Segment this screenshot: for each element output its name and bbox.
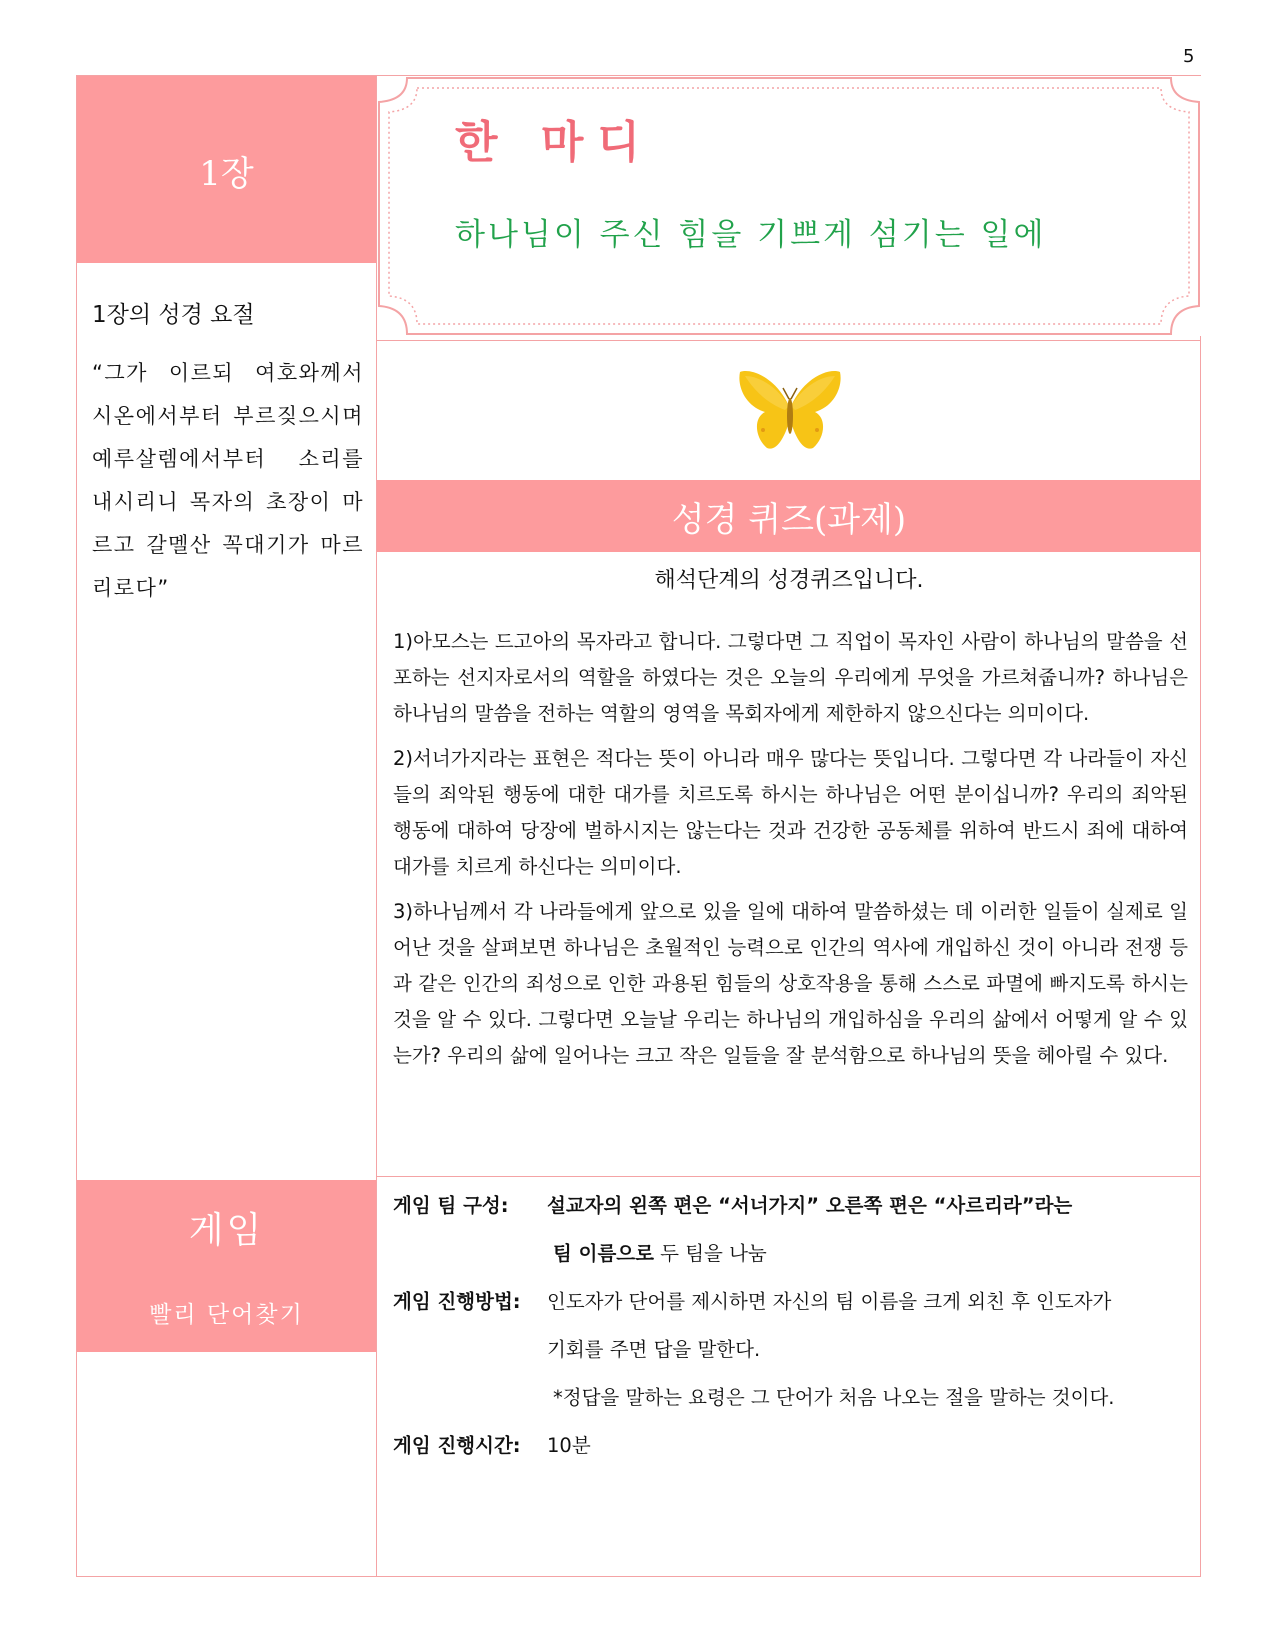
butterfly-icon — [735, 366, 845, 456]
quiz-intro: 해석단계의 성경퀴즈입니다. — [654, 568, 924, 593]
quiz-item-2: 2)서너가지라는 표현은 적다는 뜻이 아니라 매우 많다는 뜻입니다. 그렇다면 각 나라들이 자신들의 죄악된 행동에 대한 대가를 치르도록 하시는 하나님은 어떤 분이십니까? 우리의 죄악된 행동에 대하여 당장에 벌하시지는 않는다는 것과 건강한 공동체를 위하여 반드시 죄에 대하여 대가를 치르게 하신다는 의미이다. — [393, 747, 1188, 878]
method-text: 인도자가 단어를 제시하면 자신의 팀 이름을 크게 외친 후 인도자가 — [547, 1290, 1112, 1313]
quiz-banner — [377, 480, 1201, 552]
chapter-header-box — [77, 76, 376, 263]
time-text: 10분 — [547, 1434, 591, 1457]
divider-line — [377, 1176, 1201, 1177]
quiz-item-3: 3)하나님께서 각 나라들에게 앞으로 있을 일에 대하여 말씀하셨는 데 이러한 일들이 실제로 일어난 것을 살펴보면 하나님은 초월적인 능력으로 인간의 역사에 개입하신 것이 아니라 전쟁 등과 같은 인간의 죄성으로 인한 과용된 힘들의 상호작용을 통해 스스로 파멸에 빠지도록 하시는 것을 알 수 있다. 그렇다면 오늘날 우리는 하나님의 개입하심을 우리의 삶에서 어떻게 알 수 있는가? 우리의 삶에 일어나는 크고 작은 일들을 잘 분석함으로 하나님의 뜻을 헤아릴 수 있다. — [393, 900, 1188, 1067]
team-row — [393, 1190, 1073, 1218]
verse-text: “그가 이르되 여호와께서 시온에서부터 부르짖으시며 예루살렘에서부터 소리를 내시리니 목자의 초장이 마르고 갈멜산 꼭대기가 마르리로다” — [92, 361, 364, 600]
chapter-title: 1장 — [199, 154, 254, 194]
method-label: 게임 진행방법: — [393, 1290, 521, 1313]
time-label: 게임 진행시간: — [393, 1434, 521, 1457]
quiz-title: 성경 퀴즈(과제) — [671, 500, 907, 540]
game-title: 게임 — [188, 1210, 265, 1251]
page-number: 5 — [1183, 46, 1195, 67]
header-title: 한 마디 — [455, 117, 654, 168]
header-box — [377, 76, 1201, 336]
method-row — [393, 1286, 1112, 1314]
team-label: 게임 팀 구성: — [393, 1194, 509, 1217]
quiz-questions — [393, 624, 1188, 1083]
game-subtitle: 빨리 단어찾기 — [149, 1302, 304, 1328]
divider-line — [377, 340, 1201, 341]
game-header-box — [77, 1180, 376, 1352]
header-subtitle: 하나님이 주신 힘을 기쁘게 섬기는 일에 — [455, 217, 1047, 253]
team-text: 설교자의 왼쪽 편은 “서너가지” 오른쪽 편은 “사르리라”라는 — [547, 1194, 1073, 1217]
team-text-cont — [553, 1238, 767, 1266]
team-text-rest: 두 팀을 나눔 — [653, 1242, 767, 1265]
method-text-cont: 기회를 주면 답을 말한다. — [547, 1338, 761, 1361]
team-text-bold: 팀 이름으로 — [553, 1242, 654, 1265]
verse-heading: 1장의 성경 요절 — [92, 302, 255, 328]
quiz-item-1: 1)아모스는 드고아의 목자라고 합니다. 그렇다면 그 직업이 목자인 사람이 하나님의 말씀을 선포하는 선지자로서의 역할을 하였다는 것은 오늘의 우리에게 무엇을 가르쳐줍니까? 하나님은 하나님의 말씀을 전하는 역할의 영역을 목회자에게 제한하지 않으신다는 의미이다. — [393, 630, 1188, 725]
time-row — [393, 1430, 591, 1458]
method-note: *정답을 말하는 요령은 그 단어가 처음 나오는 절을 말하는 것이다. — [553, 1386, 1115, 1409]
